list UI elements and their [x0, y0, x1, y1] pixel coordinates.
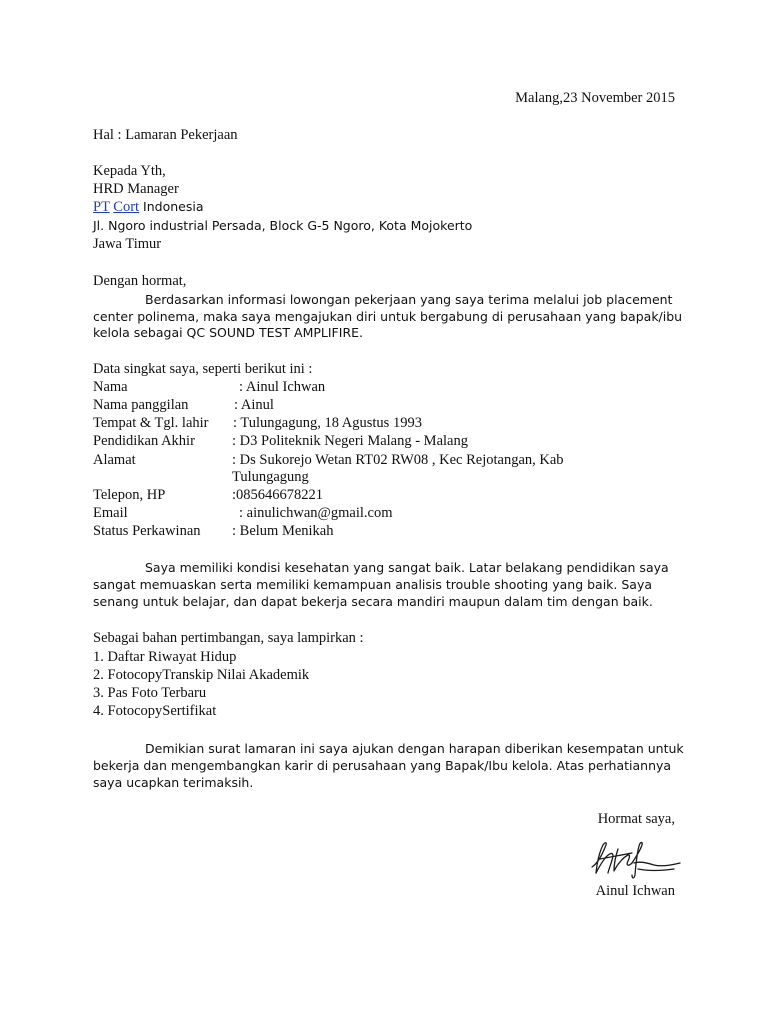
data-value-continued: Tulungagung [232, 469, 309, 485]
data-label: Nama panggilan [93, 397, 189, 413]
data-value: : D3 Politeknik Negeri Malang - Malang [232, 433, 468, 449]
company-name-rest: Indonesia [139, 199, 204, 214]
company-link-cort[interactable]: Cort [113, 199, 140, 215]
subject-line: Hal : Lamaran Pekerjaan [93, 127, 238, 143]
data-value: : ainulichwan@gmail.com [239, 505, 393, 521]
paragraph1-line2: center polinema, maka saya mengajukan diri untuk bergabung di perusahaan yang bapak/ibu [93, 309, 683, 324]
data-value: : Ds Sukorejo Wetan RT02 RW08 , Kec Rejotangan, Kab [232, 452, 564, 468]
recipient-title: HRD Manager [93, 181, 179, 197]
data-label: Telepon, HP [93, 487, 166, 503]
data-label: Email [93, 505, 128, 521]
paragraph2-line1: Saya memiliki kondisi kesehatan yang sangat baik. Latar belakang pendidikan saya [145, 560, 669, 575]
recipient-address-line1: Jl. Ngoro industrial Persada, Block G-5 Ngoro, Kota Mojokerto [93, 218, 473, 233]
attachment-item: 2. FotocopyTranskip Nilai Akademik [93, 667, 310, 683]
data-label: Status Perkawinan [93, 523, 201, 539]
attachments-intro: Sebagai bahan pertimbangan, saya lampirkan : [93, 630, 364, 646]
data-value: : Belum Menikah [232, 523, 334, 539]
recipient-company [93, 198, 204, 216]
recipient-address-line2: Jawa Timur [93, 236, 162, 252]
paragraph2-line2: sangat memuaskan serta memiliki kemampuan analisis trouble shooting yang baik. Saya [93, 577, 653, 592]
data-value: : Tulungagung, 18 Agustus 1993 [233, 415, 422, 431]
date-line: Malang,23 November 2015 [515, 90, 675, 106]
signature-image [588, 833, 684, 881]
data-value: :085646678221 [232, 487, 324, 503]
recipient-greeting: Kepada Yth, [93, 163, 166, 179]
data-value: : Ainul Ichwan [239, 379, 326, 395]
paragraph3-line2: bekerja dan mengembangkan karir di perusahaan yang Bapak/Ibu kelola. Atas perhatiannya [93, 758, 672, 773]
data-label: Pendidikan Akhir [93, 433, 195, 449]
paragraph1-line3: kelola sebagai QC SOUND TEST AMPLIFIRE. [93, 325, 363, 340]
attachment-item: 3. Pas Foto Terbaru [93, 685, 207, 701]
paragraph3-line1: Demikian surat lamaran ini saya ajukan dengan harapan diberikan kesempatan untuk [145, 741, 684, 756]
data-intro: Data singkat saya, seperti berikut ini : [93, 361, 313, 377]
salutation: Dengan hormat, [93, 273, 187, 289]
data-label: Alamat [93, 452, 136, 468]
data-label: Tempat & Tgl. lahir [93, 415, 209, 431]
company-link-pt[interactable]: PT [93, 199, 110, 215]
attachment-item: 1. Daftar Riwayat Hidup [93, 649, 237, 665]
paragraph1-line1: Berdasarkan informasi lowongan pekerjaan yang saya terima melalui job placement [145, 292, 673, 307]
attachment-item: 4. FotocopySertifikat [93, 703, 217, 719]
data-label: Nama [93, 379, 128, 395]
paragraph2-line3: senang untuk belajar, dan dapat bekerja secara mandiri maupun dalam tim dengan baik. [93, 594, 653, 609]
paragraph3-line3: saya ucapkan terimaksih. [93, 775, 254, 790]
closing: Hormat saya, [597, 811, 675, 827]
data-value: : Ainul [234, 397, 274, 413]
signer-name: Ainul Ichwan [595, 883, 675, 899]
